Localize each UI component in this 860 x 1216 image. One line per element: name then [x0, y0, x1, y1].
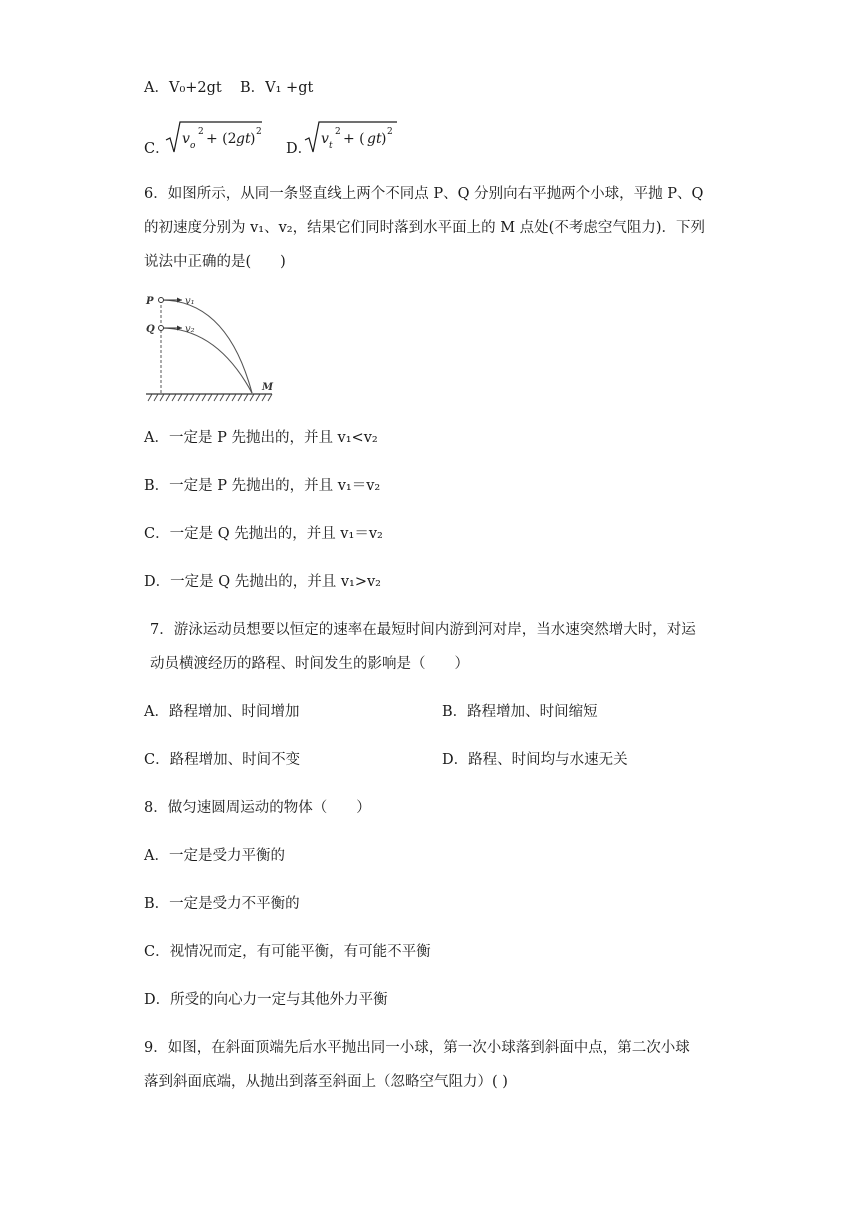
q7-option-c: C．路程增加、时间不变 — [144, 752, 301, 768]
q8-stem: 8．做匀速圆周运动的物体（ ） — [144, 800, 371, 816]
svg-text:v: v — [321, 131, 329, 147]
q6-option-a: A．一定是 P 先抛出的，并且 v₁<v₂ — [144, 430, 378, 446]
q6-projectile-figure — [142, 290, 282, 410]
q8-option-b: B．一定是受力不平衡的 — [144, 896, 300, 912]
trajectory-p — [161, 300, 252, 393]
q6-stem-line-2: 的初速度分别为 v₁、v₂，结果它们同时落到水平面上的 M 点处(不考虑空气阻力)．下列 — [144, 220, 705, 236]
svg-text:): ) — [250, 131, 256, 147]
q6-stem-line-3: 说法中正确的是( ) — [144, 254, 286, 270]
svg-text:2: 2 — [256, 127, 262, 137]
q6-option-d: D．一定是 Q 先抛出的，并且 v₁>v₂ — [144, 574, 381, 590]
q5-option-c-label: C． — [144, 141, 170, 157]
q7-stem-line-2: 动员横渡经历的路程、时间发生的影响是（ ） — [150, 656, 469, 672]
q5-option-c-formula — [164, 118, 264, 158]
svg-text:t: t — [329, 141, 333, 151]
q6-option-b: B．一定是 P 先抛出的，并且 v₁＝v₂ — [144, 478, 381, 494]
label-m: M — [262, 382, 274, 393]
label-v1: v₁ — [185, 296, 195, 307]
svg-text:v: v — [182, 131, 190, 147]
q8-option-d: D．所受的向心力一定与其他外力平衡 — [144, 992, 388, 1008]
q7-option-b: B．路程增加、时间缩短 — [442, 704, 598, 720]
svg-text:2: 2 — [198, 127, 204, 137]
q6-stem-line-1: 6．如图所示，从同一条竖直线上两个不同点 P、Q 分别向右平抛两个小球，平抛 P、Q — [144, 186, 704, 202]
svg-text:gt: gt — [236, 131, 251, 147]
q8-option-c: C．视情况而定，有可能平衡，有可能不平衡 — [144, 944, 431, 960]
trajectory-q — [161, 328, 252, 393]
label-p: P — [146, 296, 154, 307]
svg-text:gt: gt — [367, 131, 382, 147]
q6-option-c: C．一定是 Q 先抛出的，并且 v₁＝v₂ — [144, 526, 383, 542]
ground-hatching — [148, 394, 272, 401]
q8-option-a: A．一定是受力平衡的 — [144, 848, 285, 864]
label-v2: v₂ — [185, 324, 195, 335]
svg-text:o: o — [190, 141, 196, 151]
q9-stem-line-2: 落到斜面底端，从抛出到落至斜面上（忽略空气阻力）( ) — [144, 1074, 508, 1090]
q5-option-d-formula — [303, 118, 399, 158]
svg-text:2: 2 — [387, 127, 393, 137]
svg-text:): ) — [381, 131, 387, 147]
q7-option-a: A．路程增加、时间增加 — [144, 704, 300, 720]
svg-text:+ (: + ( — [343, 131, 365, 147]
q9-stem-line-1: 9．如图，在斜面顶端先后水平抛出同一小球，第一次小球落到斜面中点，第二次小球 — [144, 1040, 690, 1056]
svg-text:2: 2 — [335, 127, 341, 137]
label-q: Q — [146, 324, 155, 335]
q5-option-a: A．V₀+2gt — [144, 80, 222, 96]
q5-option-d-label: D． — [286, 141, 313, 157]
q5-option-b: B．V₁ +gt — [240, 80, 314, 96]
point-q — [159, 326, 164, 331]
q7-option-d: D．路程、时间均与水速无关 — [442, 752, 628, 768]
point-p — [159, 298, 164, 303]
svg-text:+ (2: + (2 — [206, 131, 237, 147]
q7-stem-line-1: 7．游泳运动员想要以恒定的速率在最短时间内游到河对岸，当水速突然增大时，对运 — [150, 622, 696, 638]
